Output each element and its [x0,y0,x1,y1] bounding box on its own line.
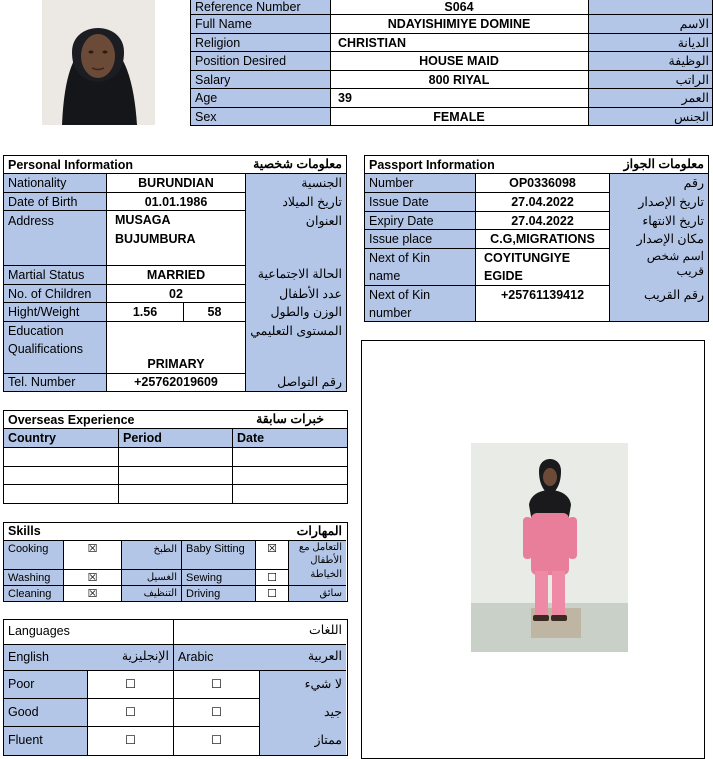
nationality-label: Nationality [4,174,107,193]
address-line1: MUSAGA [115,213,171,227]
level-fluent-label-ar: ممتاز [314,733,342,747]
lang-arabic-label: Arabic [173,645,260,671]
skill-driving-label-ar: سائق [289,585,346,601]
dob-label: Date of Birth [4,193,107,211]
skills-title-ar: المهارات [296,524,342,538]
kin-number-label [365,286,476,321]
tel-label: Tel. Number [4,374,107,391]
position-label-ar: الوظيفة [588,52,713,71]
kin-name-line1: COYITUNGIYE [484,251,571,265]
overseas-row [4,467,347,485]
height-value: 1.56 [107,303,184,322]
marital-label-ar: الحالة الاجتماعية [257,267,342,281]
skills-title: Skills [8,524,41,538]
skill-washing-label-ar: الغسيل [122,569,181,585]
tel-value: +25762019609 [107,374,246,391]
overseas-row [4,448,347,467]
skill-cleaning-label-ar: التنظيف [122,585,181,601]
kin-name-label-line1: Next of Kin [369,251,431,265]
issue-date-label: Issue Date [365,193,476,212]
skill-sewing-checkbox[interactable]: ☐ [255,569,289,585]
address-label-ar: العنوان [305,214,342,228]
weight-value: 58 [184,303,246,322]
overseas-col-period: Period [118,429,233,448]
address-label: Address [4,211,107,266]
skill-babysitting-checkbox[interactable]: ☒ [255,540,289,569]
level-poor-label: Poor [4,671,87,699]
sex-value: FEMALE [330,108,588,126]
passport-title-ar: معلومات الجواز [623,157,704,171]
kin-number-value: +25761139412 [476,286,610,321]
position-value: HOUSE MAID [330,52,588,71]
skill-driving-checkbox[interactable]: ☐ [255,585,289,601]
religion-label: Religion [191,34,330,52]
salary-label: Salary [191,71,330,89]
lang-english-label-ar: الإنجليزية [87,645,173,671]
skill-cooking-label-ar: الطبخ [122,540,181,569]
address-line2: BUJUMBURA [115,232,196,246]
skill-cooking-checkbox[interactable]: ☒ [63,540,122,569]
kin-name-value [476,249,610,286]
kin-number-label-line2: number [369,306,412,320]
skill-cleaning-checkbox[interactable]: ☒ [63,585,122,601]
skill-washing-label: Washing [4,569,63,585]
education-value-cell [107,322,246,374]
dob-value: 01.01.1986 [107,193,246,211]
overseas-title-ar: خبرات سابقة [256,412,324,426]
education-label-ar: المستوى التعليمي [250,324,342,338]
overseas-col-date: Date [232,429,347,448]
sex-label-ar: الجنس [588,108,713,126]
skill-babysitting-label-ar [289,540,346,569]
kin-name-label-ar [610,249,708,286]
skill-sewing-label-ar: الخياطة [310,569,342,580]
kin-number-label-line1: Next of Kin [369,288,431,302]
english-poor-checkbox[interactable]: ☐ [87,671,173,699]
sex-label: Sex [191,108,330,126]
expiry-label-ar: تاريخ الانتهاء [642,214,704,228]
languages-title-ar: اللغات [173,620,346,645]
level-poor-label-ar: لا شيء [304,677,342,691]
salary-value: 800 RIYAL [330,71,588,89]
education-label-line2: Qualifications [8,342,84,356]
children-value: 02 [107,285,246,303]
lang-english-label: English [4,645,87,671]
hw-label: Hight/Weight [4,303,107,322]
overseas-col-country: Country [4,429,119,448]
education-value: PRIMARY [147,357,205,371]
issue-date-value: 27.04.2022 [476,193,610,212]
level-good-label-ar: جيد [323,705,342,719]
portrait-photo [42,0,155,125]
issue-date-label-ar: تاريخ الإصدار [638,195,704,209]
issue-place-label: Issue place [365,230,476,249]
skill-cleaning-label: Cleaning [4,585,63,601]
children-label-ar: عدد الأطفال [279,287,342,301]
english-good-checkbox[interactable]: ☐ [87,699,173,727]
fullname-value: NDAYISHIMIYE DOMINE [330,15,588,34]
passport-title: Passport Information [365,156,708,174]
level-good-label: Good [4,699,87,727]
issue-place-value: C.G,MIGRATIONS [476,230,610,249]
nationality-value: BURUNDIAN [107,174,246,193]
kin-name-label [365,249,476,286]
dob-label-ar: تاريخ الميلاد [282,195,342,209]
lang-arabic-label-ar: العربية [260,645,346,671]
salary-label-ar: الراتب [588,71,713,89]
issue-place-label-ar: مكان الإصدار [636,232,704,246]
expiry-value: 27.04.2022 [476,212,610,230]
fullname-label-ar: الاسم [588,15,713,34]
kin-name-ar-line2: قريب [676,264,704,278]
arabic-poor-checkbox[interactable]: ☐ [173,671,260,699]
languages-title: Languages [4,620,173,645]
babysitting-ar-line2: الأطفال [310,555,342,566]
kin-name-label-line2: name [369,269,401,283]
passport-number-label: Number [365,174,476,193]
ref-value: S064 [330,0,588,15]
religion-label-ar: الديانة [588,34,713,52]
age-label-ar: العمر [588,89,713,108]
kin-name-line2: EGIDE [484,269,523,283]
tel-label-ar: رقم التواصل [277,375,342,389]
fullname-label: Full Name [191,15,330,34]
skill-cooking-label: Cooking [4,540,63,569]
personal-title: Personal Information [4,156,346,174]
passport-number-value: OP0336098 [476,174,610,193]
address-value [107,211,246,266]
skill-babysitting-label: Baby Sitting [181,540,255,569]
kin-name-ar-line1: اسم شخص [646,249,704,263]
ref-label: Reference Number [191,0,330,15]
expiry-label: Expiry Date [365,212,476,230]
passport-number-label-ar: رقم [683,176,704,190]
education-label [4,322,107,374]
nationality-label-ar: الجنسية [301,176,342,190]
marital-value: MARRIED [107,265,246,285]
babysitting-ar-line1: التعامل مع [298,542,342,553]
personal-title-ar: معلومات شخصية [253,157,342,171]
level-fluent-label: Fluent [8,733,43,747]
skill-sewing-label: Sewing [181,569,255,585]
english-fluent-checkbox[interactable]: ☐ [87,727,173,755]
marital-label: Martial Status [4,265,107,285]
kin-number-label-ar: رقم القريب [643,288,704,302]
ref-label-ar [588,0,713,15]
age-label: Age [191,89,330,108]
position-label: Position Desired [191,52,330,71]
arabic-fluent-checkbox[interactable]: ☐ [173,727,260,755]
overseas-title: Overseas Experience [4,411,347,429]
religion-value: CHRISTIAN [330,34,588,52]
children-label: No. of Children [4,285,107,303]
skill-driving-label: Driving [181,585,255,601]
hw-label-ar: الوزن والطول [270,305,342,319]
full-body-photo [471,443,628,652]
education-label-line1: Education [8,324,64,338]
arabic-good-checkbox[interactable]: ☐ [173,699,260,727]
age-value: 39 [330,89,588,108]
skill-washing-checkbox[interactable]: ☒ [63,569,122,585]
